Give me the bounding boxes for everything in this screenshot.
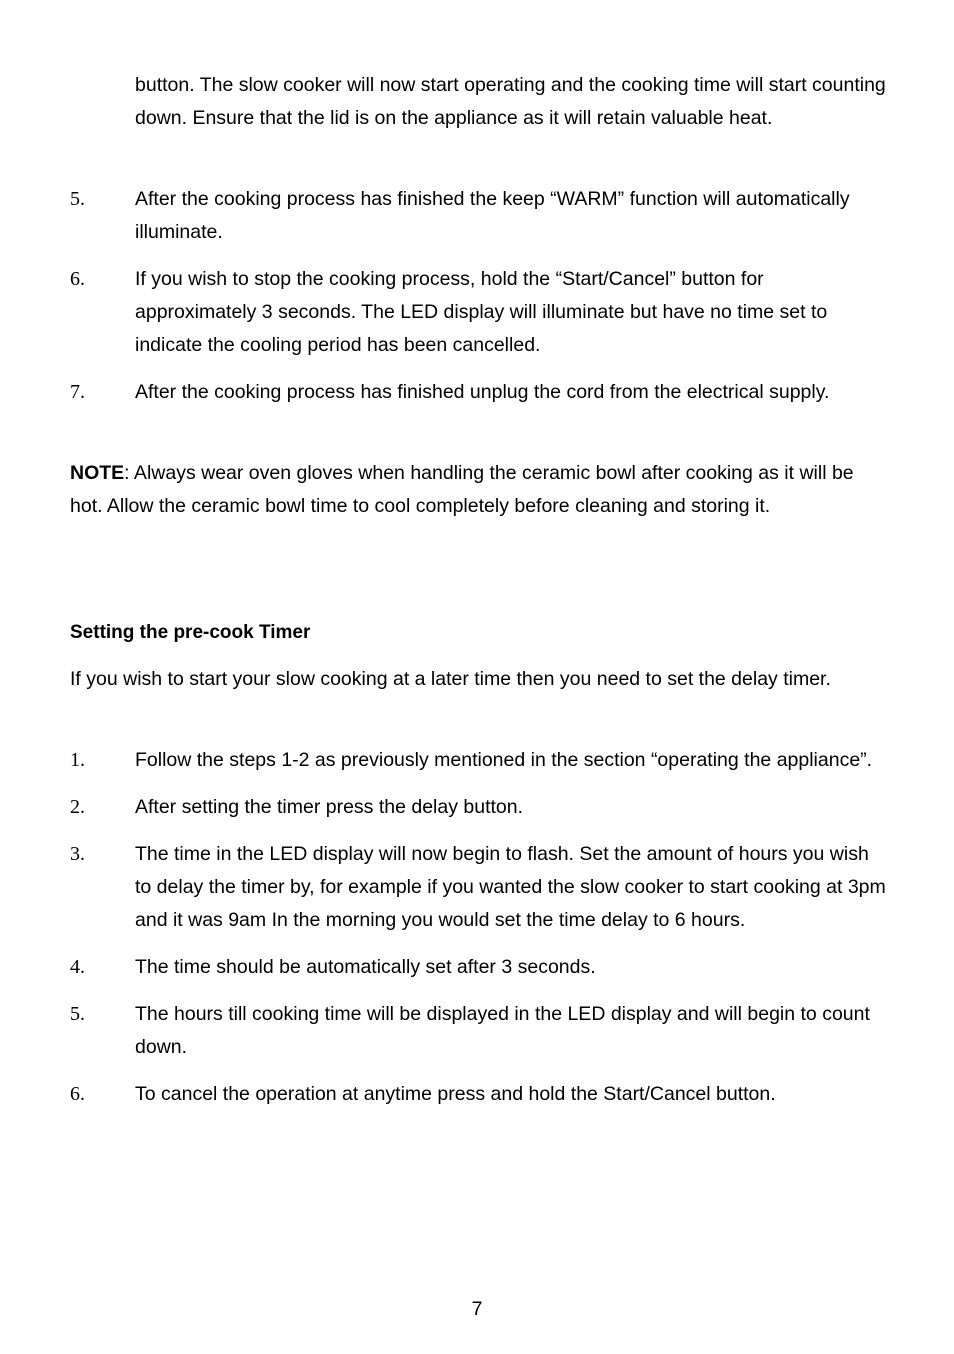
list-item	[70, 183, 890, 249]
list-item	[70, 791, 890, 824]
list-item-number: 2.	[70, 796, 85, 818]
list-item	[70, 1078, 890, 1111]
list-item-text: To cancel the operation at anytime press and hold the Start/Cancel button.	[135, 1083, 776, 1105]
list-item-number: 7.	[70, 381, 85, 403]
list-item-text: After the cooking process has finished the keep “WARM” function will automatically illuminate.	[135, 188, 850, 243]
section-heading: Setting the pre-cook Timer	[70, 622, 311, 643]
list-item-text: The time in the LED display will now begin to flash. Set the amount of hours you wish to delay the timer by, for example if you wanted the slow cooker to start cooking at 3pm and it was 9am In the morning you would set the time delay to 6 hours.	[135, 843, 886, 931]
list-item-text: If you wish to stop the cooking process, hold the “Start/Cancel” button for approximately 3 seconds. The LED display will illuminate but have no time set to indicate the cooling period has been cancelled.	[135, 268, 828, 356]
list-item-text: After the cooking process has finished unplug the cord from the electrical supply.	[135, 381, 830, 403]
list-item	[70, 744, 890, 777]
list-item-text: Follow the steps 1-2 as previously mentioned in the section “operating the appliance”.	[135, 749, 873, 771]
list-item	[70, 951, 890, 984]
list-item	[70, 376, 890, 409]
list-item-number: 5.	[70, 188, 85, 210]
list-item	[70, 838, 890, 937]
continued-paragraph: button. The slow cooker will now start operating and the cooking time will start counting down. Ensure that the lid is on the appliance as it will retain valuable heat.	[135, 74, 886, 129]
steps-list-timer	[70, 744, 890, 1125]
list-item-number: 6.	[70, 268, 85, 290]
page-number: 7	[471, 1298, 483, 1320]
list-item-text: The hours till cooking time will be displayed in the LED display and will begin to count down.	[135, 1003, 870, 1058]
list-item-text: The time should be automatically set after 3 seconds.	[135, 956, 596, 978]
list-item-number: 5.	[70, 1003, 85, 1025]
list-item-number: 1.	[70, 749, 85, 771]
list-item-number: 6.	[70, 1083, 85, 1105]
list-item	[70, 998, 890, 1064]
list-item-text: After setting the timer press the delay button.	[135, 796, 524, 818]
list-item-number: 4.	[70, 956, 85, 978]
note-label: NOTE	[70, 462, 125, 484]
list-item	[70, 263, 890, 362]
note-text: : Always wear oven gloves when handling the ceramic bowl after cooking as it will be hot. Allow the ceramic bowl time to cool completely before cleaning and storing it.	[70, 462, 854, 517]
steps-list-operation	[70, 183, 890, 423]
list-item-number: 3.	[70, 843, 85, 865]
note-paragraph	[70, 457, 890, 523]
section-intro: If you wish to start your slow cooking at a later time then you need to set the delay timer.	[70, 668, 831, 690]
